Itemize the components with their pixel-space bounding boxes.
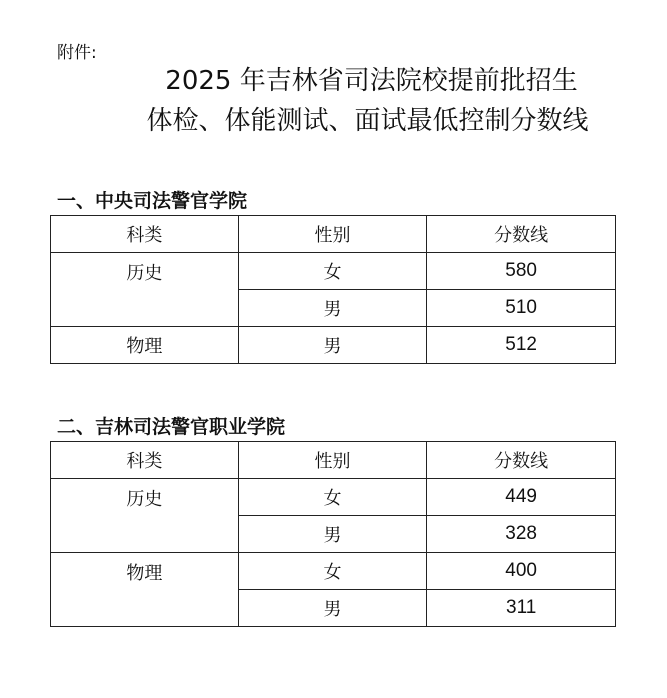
score-cell: 512: [427, 327, 616, 364]
column-header-gender: 性别: [238, 442, 427, 479]
column-header-category: 科类: [51, 442, 239, 479]
score-cell: 510: [427, 290, 616, 327]
score-cell: 328: [427, 516, 616, 553]
score-cell: 400: [427, 553, 616, 590]
attachment-label: 附件:: [57, 43, 97, 63]
category-cell: 物理: [51, 327, 239, 364]
score-cell: 580: [427, 253, 616, 290]
gender-cell: 女: [238, 479, 427, 516]
score-cell: 311: [427, 590, 616, 627]
gender-cell: 男: [238, 327, 427, 364]
table-header-row: [51, 442, 616, 479]
section-heading-2: 二、吉林司法警官职业学院: [57, 416, 286, 438]
document-title-line1: 2025 年吉林省司法院校提前批招生: [165, 66, 578, 96]
gender-cell: 男: [238, 516, 427, 553]
section-heading-1: 一、中央司法警官学院: [57, 190, 248, 212]
gender-cell: 女: [238, 253, 427, 290]
category-cell: 历史: [51, 479, 239, 553]
gender-cell: 女: [238, 553, 427, 590]
category-cell: 历史: [51, 253, 239, 327]
table-row: [51, 553, 616, 590]
score-cell: 449: [427, 479, 616, 516]
column-header-category: 科类: [51, 216, 239, 253]
gender-cell: 男: [238, 590, 427, 627]
table-row: [51, 327, 616, 364]
column-header-score: 分数线: [427, 442, 616, 479]
document-title-line2: 体检、体能测试、面试最低控制分数线: [146, 106, 589, 136]
table-row: [51, 253, 616, 290]
score-table-2: [50, 441, 616, 627]
category-cell: 物理: [51, 553, 239, 627]
table-row: [51, 479, 616, 516]
column-header-score: 分数线: [427, 216, 616, 253]
gender-cell: 男: [238, 290, 427, 327]
table-header-row: [51, 216, 616, 253]
column-header-gender: 性别: [238, 216, 427, 253]
score-table-1: [50, 215, 616, 364]
